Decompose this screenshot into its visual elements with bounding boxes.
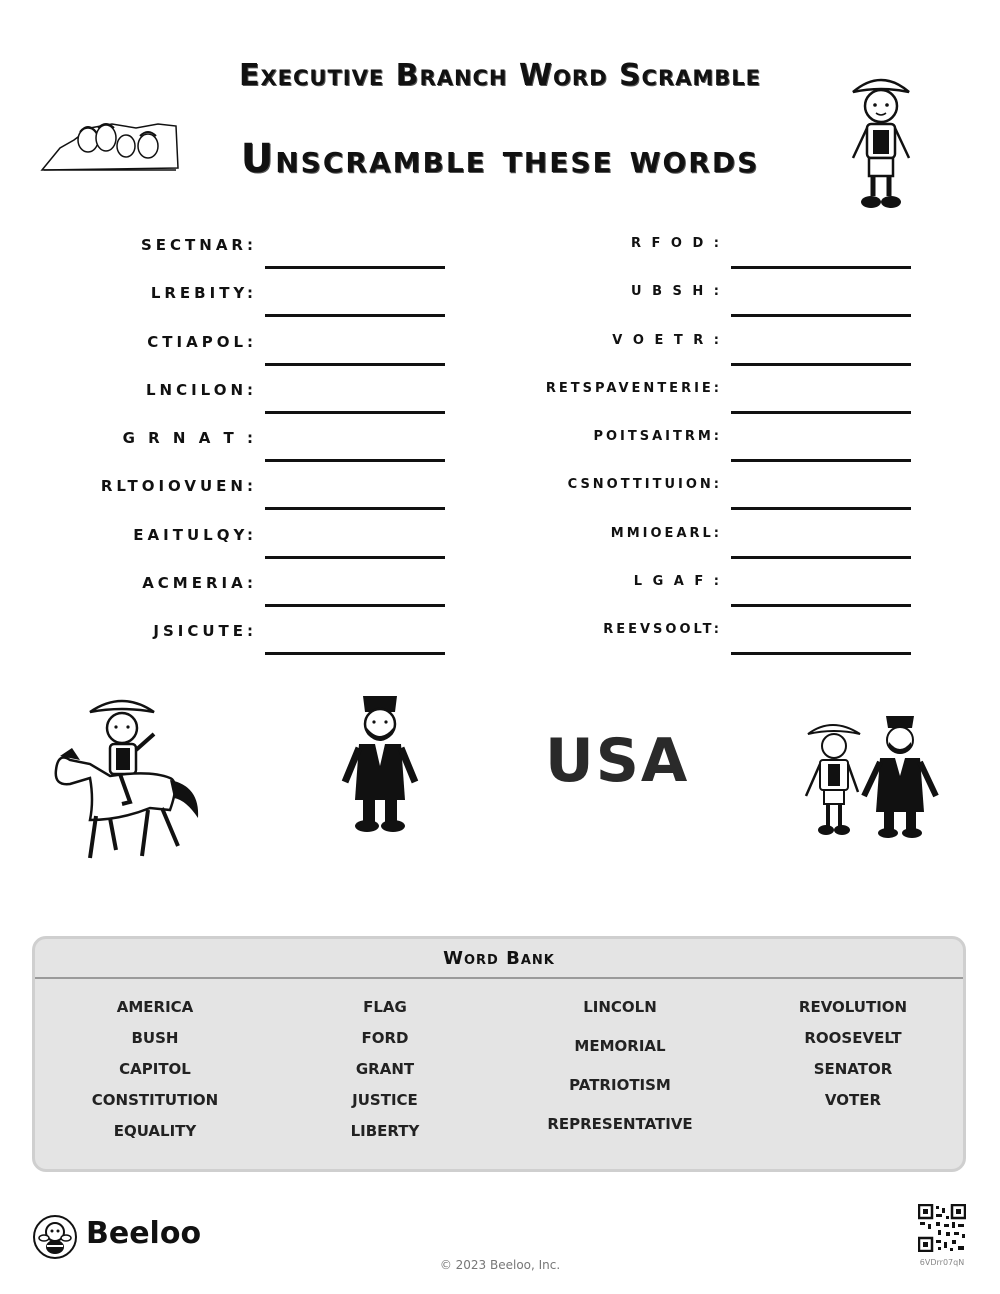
word-bank-word: MEMORIAL [574,1037,666,1055]
scrambled-word: REEVSOOLT: [603,622,722,638]
word-bank-word: CAPITOL [119,1060,191,1078]
word-bank-word: BUSH [131,1029,179,1047]
answer-line[interactable] [731,411,911,414]
word-bank-column [520,997,720,1153]
scrambled-word: ACMERIA: [142,574,257,593]
word-bank [32,936,966,1172]
word-bank-word: REVOLUTION [798,998,908,1016]
scrambled-word: CTIAPOL: [147,332,257,351]
answer-line[interactable] [265,652,445,655]
scrambled-word: RLTOIOVUEN: [100,477,257,496]
scrambled-word: JSICUTE: [153,622,257,641]
word-bank-word: ROOSEVELT [804,1029,902,1047]
horse-rider-icon [50,690,205,865]
answer-line[interactable] [265,266,445,269]
word-bank-divider [35,977,963,979]
answer-line[interactable] [731,556,911,559]
lincoln-figure-icon [335,690,425,835]
answer-line[interactable] [731,363,911,366]
word-bank-word: LINCOLN [583,998,657,1016]
word-bank-word: SENATOR [813,1060,893,1078]
scrambled-word: LREBITY: [150,284,257,303]
scrambled-word: V O E T R : [612,332,722,348]
scrambled-word: R F O D : [630,236,722,251]
word-bank-word: GRANT [355,1060,415,1078]
answer-line[interactable] [731,652,911,655]
answer-line[interactable] [265,604,445,607]
worksheet-subtitle: Unscramble these words [240,136,760,182]
scrambled-word: POITSAITRM: [593,429,722,445]
word-bank-column [285,997,485,1152]
worksheet-title: Executive Branch Word Scramble [238,58,762,93]
scrambled-word: EAITULQY: [133,525,257,544]
word-bank-word: CONSTITUTION [91,1091,219,1109]
answer-line[interactable] [265,363,445,366]
word-bank-word: JUSTICE [352,1091,418,1109]
word-bank-word: PATRIOTISM [569,1076,671,1094]
word-bank-word: LIBERTY [350,1122,420,1140]
scrambled-word: U B S H : [630,284,722,300]
word-bank-column [753,997,953,1121]
answer-line[interactable] [265,556,445,559]
word-bank-title: Word Bank [443,948,555,969]
answer-line[interactable] [265,314,445,317]
qr-code-icon [918,1204,966,1252]
answer-line[interactable] [265,411,445,414]
word-bank-word: FORD [361,1029,409,1047]
beeloo-bee-logo-icon [32,1214,78,1260]
scrambled-word: LNCILON: [145,380,257,399]
word-bank-word: FLAG [363,998,407,1016]
copyright-text: © 2023 Beeloo, Inc. [439,1258,561,1272]
scrambled-word: RETSPAVENTERIE: [545,380,722,396]
brand-name[interactable]: Beeloo [86,1216,202,1251]
scrambled-word: G R N A T : [122,429,257,448]
word-bank-word: REPRESENTATIVE [547,1115,693,1133]
washington-lincoln-pair-icon [800,712,945,842]
scrambled-word: CSNOTTITUION: [567,477,722,493]
answer-line[interactable] [731,459,911,462]
usa-decorative-text: USA [545,726,690,796]
answer-line[interactable] [731,604,911,607]
scrambled-word: SECTNAR: [140,236,257,254]
answer-line[interactable] [731,314,911,317]
word-bank-word: VOTER [824,1091,882,1109]
word-bank-word: EQUALITY [113,1122,197,1140]
scrambled-word: L G A F : [633,574,722,590]
colonist-figure-icon [845,68,917,210]
word-bank-word: AMERICA [116,998,194,1016]
answer-line[interactable] [731,507,911,510]
scrambled-word: MMIOEARL: [610,525,722,541]
answer-line[interactable] [731,266,911,269]
answer-line[interactable] [265,507,445,510]
worksheet-code: 6VDrr07qN [919,1258,965,1267]
mount-rushmore-icon [40,118,180,174]
answer-line[interactable] [265,459,445,462]
word-bank-column [55,997,255,1152]
